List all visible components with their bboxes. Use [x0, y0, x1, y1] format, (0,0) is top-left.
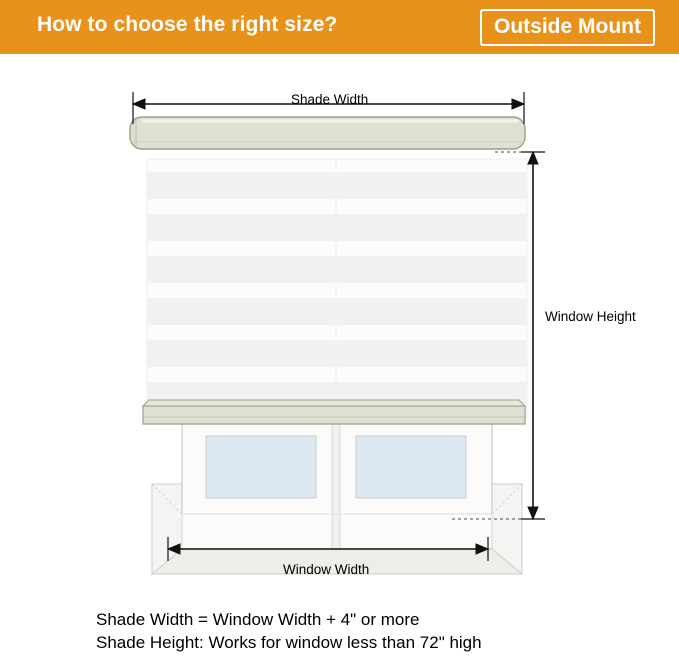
sizing-notes: [96, 608, 656, 654]
label-shade-width: Shade Width: [291, 92, 369, 107]
window-assembly: [152, 419, 522, 574]
label-window-width: Window Width: [283, 562, 370, 577]
note-shade-width: Shade Width = Window Width + 4" or more: [96, 610, 420, 629]
window-glass-right: [356, 436, 466, 498]
shade-bottom-rail: [143, 400, 525, 424]
note-shade-height: Shade Height: Works for window less than 72" high: [96, 633, 482, 652]
window-glass-left: [206, 436, 316, 498]
diagram-stage: [0, 54, 679, 604]
zebra-shade-fabric: [147, 159, 527, 417]
window-sash-divider: [332, 419, 340, 549]
mount-type-badge: Outside Mount: [480, 9, 655, 46]
window-shade-diagram: [0, 54, 679, 604]
shade-head-rail: [130, 117, 525, 149]
label-window-height: Window Height: [545, 309, 636, 324]
page-title: How to choose the right size?: [37, 13, 338, 36]
header-bar: [0, 0, 679, 54]
